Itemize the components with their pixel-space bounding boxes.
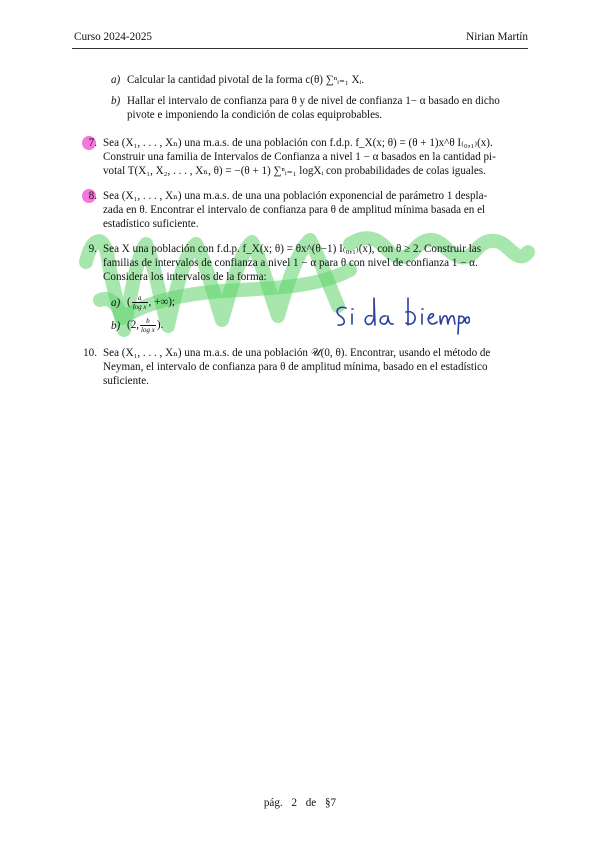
- header-author: Nirian Martín: [466, 31, 528, 43]
- p6-b-line2: pivote e imponiendo la condición de colas equiprobables.: [127, 109, 383, 121]
- header-rule: [72, 48, 528, 49]
- p8-number: 8.: [88, 190, 97, 202]
- p9-a-interval: [127, 294, 247, 311]
- p10-line2: Neyman, el intervalo de confianza para θ de amplitud mínima, basado en el estadístico: [103, 361, 488, 373]
- page-footer: pág. 2 de §7: [263, 797, 337, 809]
- p9-line1: Sea X una población con f.d.p. f_X(x; θ) = θx^(θ−1) I₍₀,₁₎(x), con θ ≥ 2. Construir las: [103, 243, 482, 255]
- header-course: Curso 2024-2025: [74, 31, 153, 43]
- p6-a-text: Calcular la cantidad pivotal de la forma c(θ) ∑ⁿᵢ₌₁ Xᵢ.: [127, 74, 365, 86]
- handwritten-note: [330, 288, 470, 338]
- p9-b-fraction: [140, 317, 156, 334]
- p9-number: 9.: [88, 243, 97, 255]
- p9-line2: familias de intervalos de confianza a nivel 1 − α para θ con nivel de confianza 1 − α.: [103, 257, 478, 269]
- p8-line3: estadístico suficiente.: [103, 218, 199, 230]
- p9-a-label: a): [111, 297, 121, 309]
- p8-line2: zada en θ. Encontrar el intervalo de confianza para θ de amplitud mínima basada en el: [103, 204, 486, 216]
- p6-b-line1: Hallar el intervalo de confianza para θ y de nivel de confianza 1− α basado en dicho: [127, 95, 500, 107]
- p7-number: 7.: [88, 137, 97, 149]
- p7-line3: votal T(X₁, X₂, . . . , Xₙ, θ) = −(θ + 1) ∑ⁿᵢ₌₁ logXᵢ con probabilidades de colas iguales.: [103, 165, 486, 177]
- p9-b-pre: (2,: [127, 319, 140, 332]
- p6-a-label: a): [111, 74, 121, 86]
- p9-b-interval: [127, 317, 247, 334]
- p9-a-pre: (: [127, 296, 131, 309]
- p10-line1: Sea (X₁, . . . , Xₙ) una m.a.s. de una población 𝒰(0, θ). Encontrar, usando el método de: [103, 347, 491, 359]
- p9-a-post: , +∞);: [148, 296, 176, 309]
- p9-line3: Considera los intervalos de la forma:: [103, 271, 267, 283]
- p9-b-frac-den: log x: [141, 326, 155, 334]
- p9-a-frac-num: a: [132, 294, 148, 303]
- p9-b-frac-num: b: [140, 317, 156, 326]
- p10-number: 10.: [83, 347, 97, 359]
- p9-a-fraction: [132, 294, 148, 311]
- p7-line2: Construir una familia de Intervalos de Confianza a nivel 1 − α basados en la cantidad pi-: [103, 151, 496, 163]
- p9-b-post: ).: [156, 319, 164, 332]
- p8-line1: Sea (X₁, . . . , Xₙ) una m.a.s. de una una población exponencial de parámetro 1 despla-: [103, 190, 488, 202]
- p6-b-label: b): [111, 95, 121, 107]
- p9-a-frac-den: log x: [132, 303, 147, 311]
- p9-b-label: b): [111, 320, 121, 332]
- p7-line1: Sea (X₁, . . . , Xₙ) una m.a.s. de una población con f.d.p. f_X(x; θ) = (θ + 1)x^θ I₍₀,₁₎(x).: [103, 137, 493, 149]
- p10-line3: suficiente.: [103, 375, 149, 387]
